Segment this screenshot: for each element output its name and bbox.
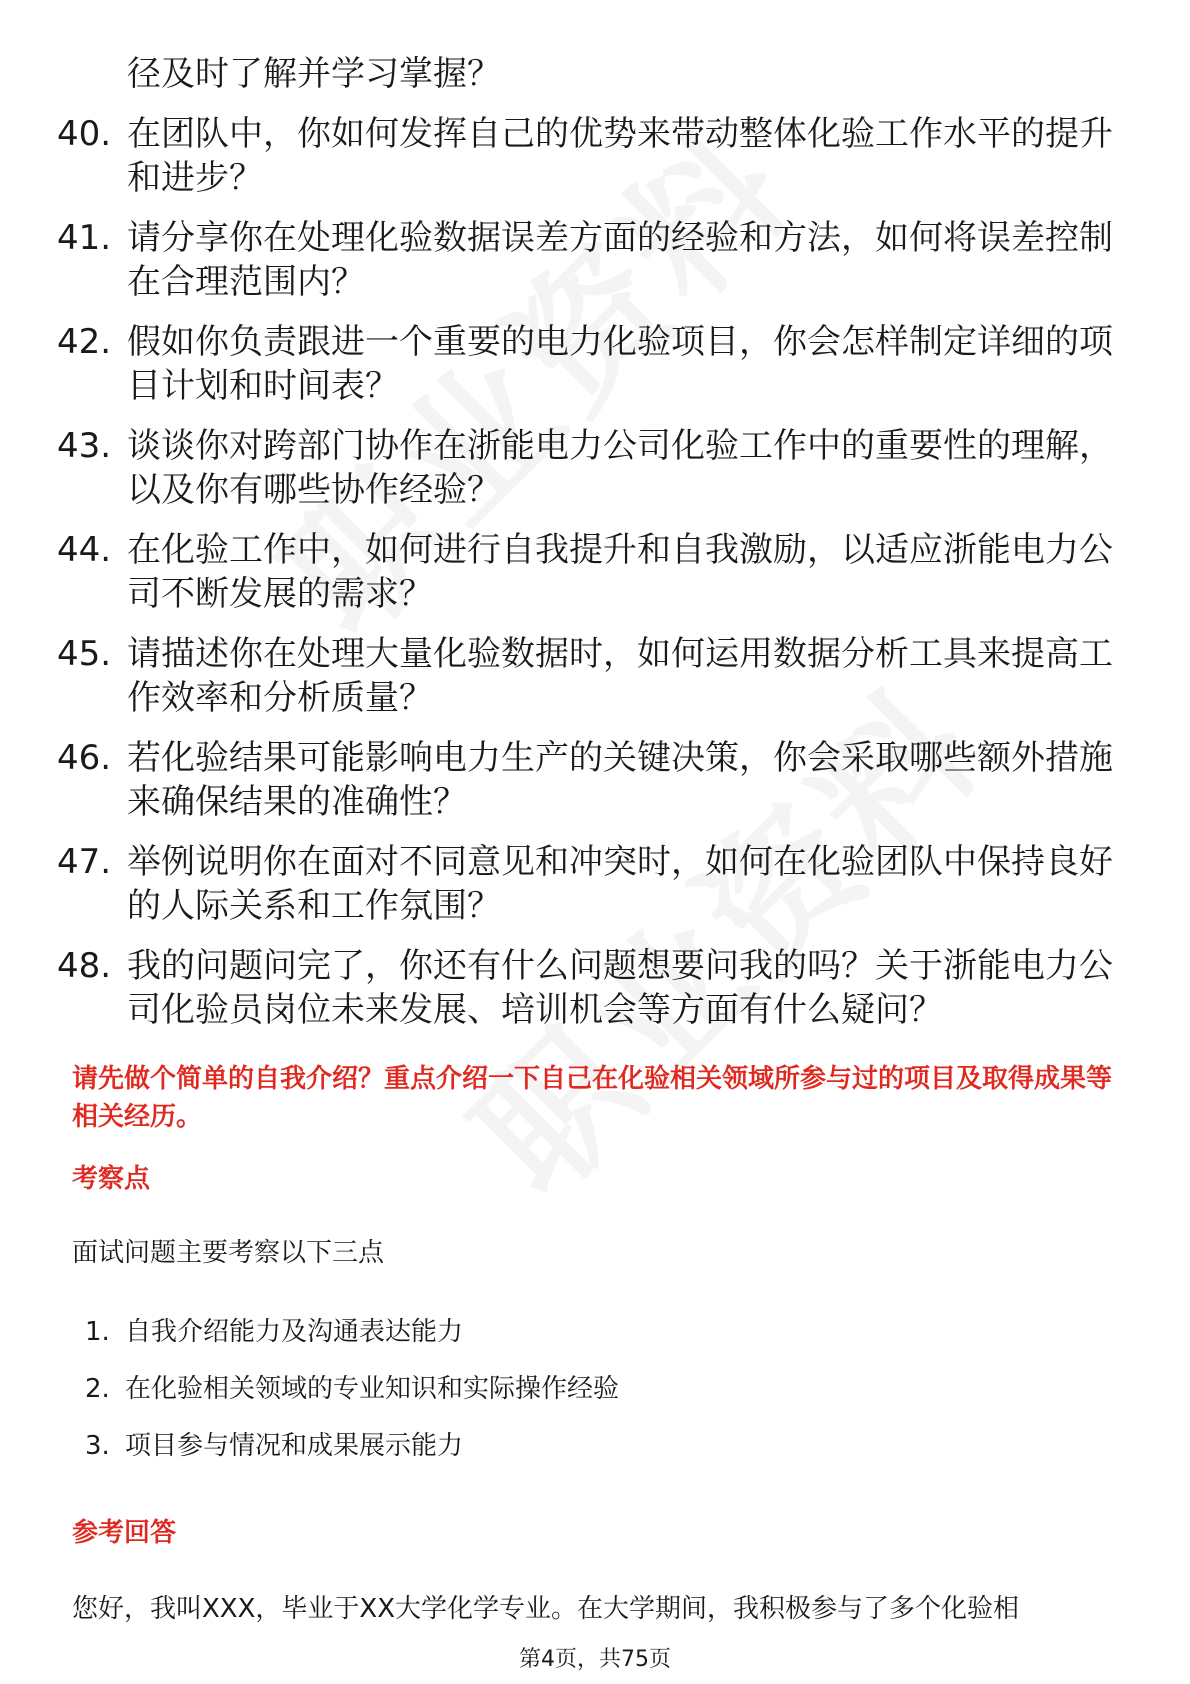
list-item bbox=[85, 1369, 619, 1409]
question-text: 谈谈你对跨部门协作在浙能电力公司化验工作中的重要性的理解，以及你有哪些协作经验？ bbox=[127, 426, 1113, 510]
question-number: 43. bbox=[57, 426, 112, 466]
list-text: 在化验相关领域的专业知识和实际操作经验 bbox=[125, 1374, 620, 1404]
list-number: 3. bbox=[85, 1431, 110, 1461]
question-text: 我的问题问完了，你还有什么问题想要问我的吗？关于浙能电力公司化验员岗位未来发展、培训机会等方面有什么疑问？ bbox=[127, 946, 1113, 1030]
question-item bbox=[57, 112, 1127, 200]
examine-intro: 面试问题主要考察以下三点 bbox=[72, 1238, 385, 1268]
question-item bbox=[57, 216, 1127, 304]
answer-text: 您好，我叫XXX，毕业于XX大学化学专业。在大学期间，我积极参与了多个化验相 bbox=[72, 1594, 1020, 1624]
list-item bbox=[85, 1426, 619, 1466]
question-item bbox=[57, 944, 1127, 1032]
question-list bbox=[57, 52, 1127, 1048]
highlight-question: 请先做个简单的自我介绍？重点介绍一下自己在化验相关领域所参与过的项目及取得成果等相关经历。 bbox=[72, 1064, 1113, 1132]
question-continuation: 径及时了解并学习掌握？ bbox=[127, 54, 501, 94]
question-text: 在化验工作中，如何进行自我提升和自我激励，以适应浙能电力公司不断发展的需求？ bbox=[127, 530, 1113, 614]
list-item bbox=[85, 1312, 619, 1352]
question-text: 请描述你在处理大量化验数据时，如何运用数据分析工具来提高工作效率和分析质量？ bbox=[127, 634, 1113, 718]
section-title-examine: 考察点 bbox=[72, 1164, 151, 1194]
question-number: 45. bbox=[57, 634, 112, 674]
question-item bbox=[57, 632, 1127, 720]
question-item bbox=[57, 528, 1127, 616]
question-number: 47. bbox=[57, 842, 112, 882]
question-text: 请分享你在处理化验数据误差方面的经验和方法，如何将误差控制在合理范围内？ bbox=[127, 218, 1113, 302]
question-item bbox=[57, 424, 1127, 512]
question-text: 举例说明你在面对不同意见和冲突时，如何在化验团队中保持良好的人际关系和工作氛围？ bbox=[127, 842, 1113, 926]
examine-points-list bbox=[85, 1312, 619, 1483]
list-number: 2. bbox=[85, 1374, 110, 1404]
question-number: 46. bbox=[57, 738, 112, 778]
question-item bbox=[57, 320, 1127, 408]
question-number: 42. bbox=[57, 322, 112, 362]
page-footer: 第4页，共75页 bbox=[519, 1647, 671, 1672]
question-number: 41. bbox=[57, 218, 112, 258]
list-text: 项目参与情况和成果展示能力 bbox=[125, 1431, 464, 1461]
question-item bbox=[57, 736, 1127, 824]
list-text: 自我介绍能力及沟通表达能力 bbox=[125, 1317, 464, 1347]
question-text: 在团队中，你如何发挥自己的优势来带动整体化验工作水平的提升和进步？ bbox=[127, 114, 1113, 198]
question-text: 假如你负责跟进一个重要的电力化验项目，你会怎样制定详细的项目计划和时间表？ bbox=[127, 322, 1113, 406]
question-number: 48. bbox=[57, 946, 112, 986]
section-title-answer: 参考回答 bbox=[72, 1518, 177, 1548]
question-number: 44. bbox=[57, 530, 112, 570]
question-text: 若化验结果可能影响电力生产的关键决策，你会采取哪些额外措施来确保结果的准确性？ bbox=[127, 738, 1113, 822]
list-number: 1. bbox=[85, 1317, 110, 1347]
question-number: 40. bbox=[57, 114, 112, 154]
question-item bbox=[57, 840, 1127, 928]
